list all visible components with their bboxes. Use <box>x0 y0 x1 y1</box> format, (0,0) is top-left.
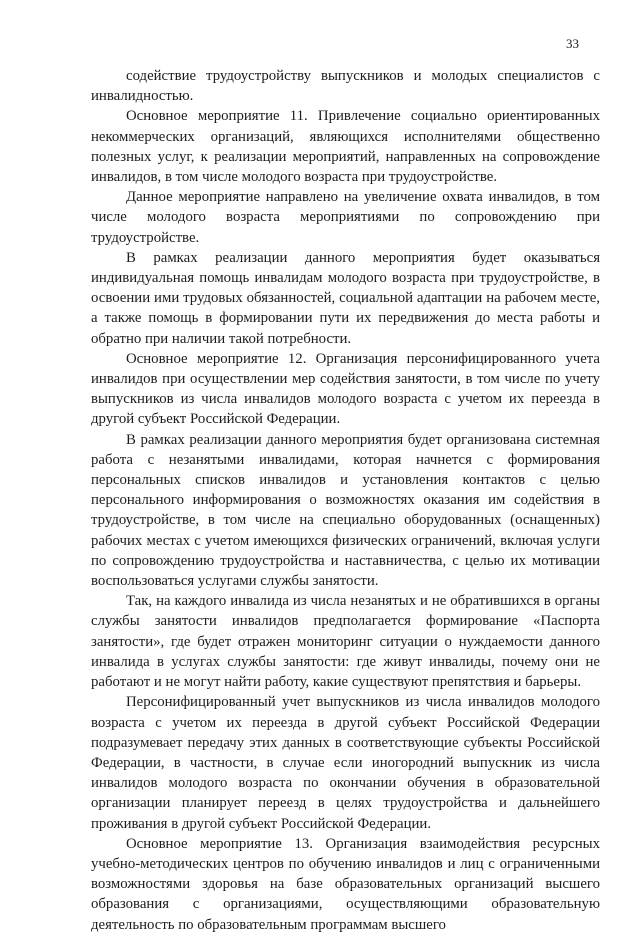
paragraph-measure-12: Основное мероприятие 12. Организация персонифицированного учета инвалидов при осуществлении мер содействия занятости, в том числе по учету выпускников из числа инвалидов молодого возраста с учетом их переезда в другой субъект Российской Федерации. <box>91 350 600 428</box>
paragraph-personalized-accounting: Персонифицированный учет выпускников из числа инвалидов молодого возраста с учетом их переезда в другой субъект Российской Федерации подразумевает передачу этих данных в соответствующие субъекты Российской Федерации, в частности, в случае если иногородний выпускник из числа инвалидов молодого возраста по окончании обучения в образовательной организации планирует переезд в целях трудоустройства и дальнейшего проживания в другой субъект Российской Федерации. <box>91 694 600 832</box>
paragraph-employment-passport: Так, на каждого инвалида из числа незанятых и не обратившихся в органы службы занятости инвалидов предполагается формирование «Паспорта занятости», где будет отражен мониторинг ситуации о нуждаемости данного инвалида в услугах службы занятости: где живут инвалиды, почему они не работают и не могут найти работу, какие существуют препятствия и барьеры. <box>91 593 600 691</box>
paragraph-measure-11-aim: Данное мероприятие направлено на увеличение охвата инвалидов, в том числе молодого возраста мероприятиями по сопровождению при трудоустройстве. <box>91 189 600 246</box>
page-number: 33 <box>566 36 579 51</box>
paragraph-measure-11: Основное мероприятие 11. Привлечение социально ориентированных некоммерческих организаций, являющихся исполнителями общественно полезных услуг, к реализации мероприятий, направленных на сопровождение инвалидов, в том числе молодого возраста при трудоустройстве. <box>91 108 600 186</box>
document-body <box>91 66 600 935</box>
paragraph-measure-11-implementation: В рамках реализации данного мероприятия будет оказываться индивидуальная помощь инвалидам молодого возраста при трудоустройстве, в освоении ими трудовых обязанностей, социальной адаптации на рабочем месте, а также помощь в формировании пути их передвижения до места работы и обратно при наличии такой потребности. <box>91 249 600 347</box>
paragraph-continued: содействие трудоустройству выпускников и молодых специалистов с инвалидностью. <box>91 68 600 105</box>
paragraph-measure-12-implementation: В рамках реализации данного мероприятия будет организована системная работа с незанятыми инвалидами, которая начнется с формирования персональных списков инвалидов и установления контактов с целью персонального информирования о возможностях оказания им содействия в трудоустройстве, в том числе на специально оборудованных (оснащенных) рабочих местах с учетом имеющихся физических ограничений, включая услуги по сопровождению трудоустройства и наставничества, с целью их мотивации воспользоваться услугами службы занятости. <box>91 431 600 590</box>
paragraph-measure-13: Основное мероприятие 13. Организация взаимодействия ресурсных учебно-методических центров по обучению инвалидов и лиц с ограниченными возможностями здоровья на базе образовательных организаций высшего образования с организациями, осуществляющими образовательную деятельность по образовательным программам высшего <box>91 835 600 933</box>
